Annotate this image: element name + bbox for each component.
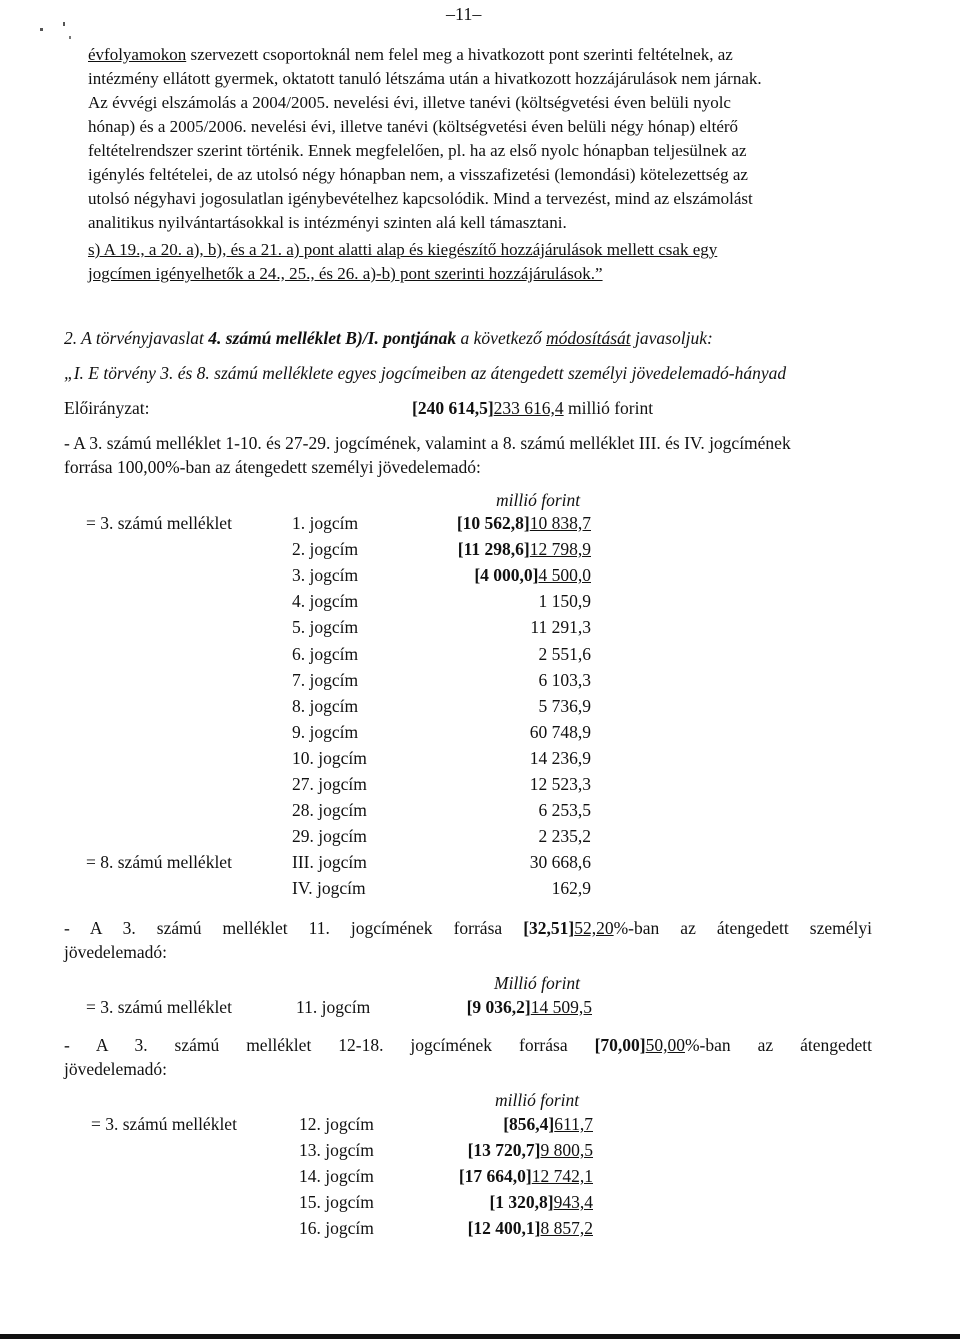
jogcim-label: 29. jogcím	[292, 826, 367, 847]
source-text-2	[64, 916, 872, 941]
section-heading: „I. E törvény 3. és 8. számú melléklete egyes jogcímeiben az átengedett személyi jövedelemadó-hányad	[64, 363, 787, 383]
new-value: 12 742,1	[531, 1166, 593, 1187]
intro-line: intézmény ellátott gyermek, oktatott tanuló létszáma után a hivatkozott hozzájárulások nem járnak.	[88, 69, 762, 88]
row-label: = 8. számú melléklet	[86, 852, 232, 873]
new-value: 12 798,9	[529, 539, 591, 560]
eloiranyzat-label: Előirányzat:	[64, 398, 150, 418]
source-prefix: - A 3. számú melléklet 12-18. jogcímének forrása	[64, 1035, 595, 1055]
row-value: 12 523,3	[529, 774, 591, 794]
old-value: [11 298,6]	[457, 539, 530, 560]
source-text-3	[64, 1033, 872, 1058]
jogcim-label: 4. jogcím	[292, 591, 359, 612]
jogcim-label: 12. jogcím	[299, 1114, 374, 1134]
row-value: 30 668,6	[529, 852, 591, 873]
row-value: 60 748,9	[529, 721, 591, 742]
new-value: 943,4	[553, 1192, 593, 1213]
jogcim-label: 13. jogcím	[299, 1140, 374, 1161]
row-value: 2 551,6	[538, 643, 591, 664]
amendment-underlined: módosítását	[546, 328, 631, 348]
amendment-header	[64, 326, 713, 351]
row-value	[393, 1164, 593, 1189]
old-value: [1 320,8]	[489, 1192, 554, 1213]
row-value	[391, 537, 591, 562]
unit-text: millió forint	[563, 398, 654, 418]
jogcim-label: 14. jogcím	[299, 1166, 374, 1187]
new-value: 50,00	[645, 1035, 685, 1055]
new-value: 9 800,5	[540, 1140, 593, 1161]
new-value: 10 838,7	[529, 513, 591, 533]
row-value	[393, 1216, 593, 1241]
source-suffix: %-ban az átengedett	[684, 1035, 872, 1055]
row-label: = 3. számú melléklet	[86, 997, 232, 1017]
intro-line: feltételrendszer szerint történik. Ennek megfelelően, pl. ha az első nyolc hónapban teljesülnek az	[88, 141, 747, 160]
amendment-middle: a következő	[456, 328, 547, 348]
underlined-line: s) A 19., a 20. a), b), és a 21. a) pont alatti alap és kiegészítő hozzájárulások mellett csak egy	[88, 240, 718, 259]
row-value: 5 736,9	[538, 695, 591, 716]
jogcim-label: 15. jogcím	[299, 1192, 374, 1213]
row-value: 6 253,5	[538, 800, 591, 821]
row-value	[393, 1190, 593, 1215]
new-value: 233 616,4	[493, 398, 564, 418]
row-value: 162,9	[551, 878, 591, 899]
intro-paragraph	[88, 43, 883, 235]
unit-label: millió forint	[495, 1090, 580, 1110]
jogcim-label: 28. jogcím	[292, 800, 367, 821]
jogcim-label: 27. jogcím	[292, 774, 367, 794]
old-value: [856,4]	[503, 1114, 555, 1134]
jogcim-label: IV. jogcím	[292, 878, 366, 899]
jogcim-label: 2. jogcím	[292, 539, 359, 560]
row-value	[391, 563, 591, 588]
new-value: 4 500,0	[538, 565, 591, 586]
jogcim-label: 9. jogcím	[292, 721, 359, 742]
jogcim-label: 5. jogcím	[292, 617, 359, 638]
jogcim-label: 16. jogcím	[299, 1218, 374, 1239]
row-value	[392, 995, 592, 1020]
jogcim-label: III. jogcím	[292, 852, 367, 873]
intro-line: Az évvégi elszámolás a 2004/2005. nevelési évi, illetve tanévi (költségvetési éven belüli nyolc	[88, 93, 731, 112]
scan-speck	[69, 36, 71, 39]
eloiranyzat-value	[412, 396, 653, 421]
old-value: [240 614,5]	[412, 398, 494, 418]
unit-label: Millió forint	[494, 973, 581, 993]
old-value: [12 400,1]	[467, 1218, 541, 1239]
scan-speck	[63, 22, 65, 26]
row-value: 1 150,9	[538, 591, 591, 612]
old-value: [10 562,8]	[456, 513, 530, 533]
intro-line: analitikus nyilvántartásokkal is intézményi szinten alá kell támasztani.	[88, 213, 567, 232]
unit-label: millió forint	[496, 490, 581, 510]
page-number: –11–	[446, 4, 482, 24]
amendment-prefix: 2. A törvényjavaslat	[64, 328, 209, 348]
intro-line	[88, 43, 883, 67]
bottom-rule	[0, 1334, 960, 1339]
new-value: 14 509,5	[530, 997, 592, 1017]
row-label: = 3. számú melléklet	[91, 1114, 237, 1134]
amendment-suffix: javasoljuk:	[630, 328, 713, 348]
row-value	[391, 511, 591, 536]
jogcim-label: 6. jogcím	[292, 643, 359, 664]
underlined-line: jogcímen igényelhetők a 24., 25., és 26. a)-b) pont szerinti hozzájárulások.”	[88, 264, 603, 283]
old-value: [17 664,0]	[458, 1166, 532, 1187]
source-text-3-line2: jövedelemadó:	[64, 1059, 168, 1079]
source-text: - A 3. számú melléklet 1-10. és 27-29. jogcímének, valamint a 8. számú melléklet III. és IV. jogcímének	[64, 433, 791, 453]
source-text: forrása 100,00%-ban az átengedett személyi jövedelemadó:	[64, 457, 481, 477]
old-value: [70,00]	[594, 1035, 646, 1055]
row-value: 14 236,9	[529, 747, 591, 768]
scan-speck	[40, 28, 43, 31]
jogcim-label: 1. jogcím	[292, 513, 359, 533]
old-value: [9 036,2]	[466, 997, 531, 1017]
old-value: [13 720,7]	[467, 1140, 541, 1161]
old-value: [32,51]	[523, 918, 575, 938]
source-text-2-line2: jövedelemadó:	[64, 942, 168, 962]
row-value: 11 291,3	[530, 617, 591, 638]
row-value: 6 103,3	[538, 669, 591, 690]
source-suffix: %-ban az átengedett személyi	[613, 918, 873, 938]
jogcim-label: 11. jogcím	[296, 997, 371, 1017]
jogcim-label: 8. jogcím	[292, 695, 359, 716]
new-value: 52,20	[574, 918, 614, 938]
underlined-word: évfolyamokon	[88, 45, 187, 64]
amendment-bold: 4. számú melléklet B)/I. pontjának	[208, 328, 457, 348]
row-value	[393, 1112, 593, 1137]
source-prefix: - A 3. számú melléklet 11. jogcímének forrása	[64, 918, 524, 938]
jogcim-label: 3. jogcím	[292, 565, 359, 586]
row-value	[393, 1138, 593, 1163]
row-value: 2 235,2	[538, 826, 591, 847]
old-value: [4 000,0]	[474, 565, 539, 586]
intro-line: hónap) és a 2005/2006. nevelési évi, illetve tanévi (költségvetési éven belüli négy hónap) eltérő	[88, 117, 739, 136]
intro-line: igénylés feltételei, de az utolsó négy hónapban nem, a visszafizetési (lemondási) kötelezettség az	[88, 165, 748, 184]
intro-line-rest: szervezett csoportoknál nem felel meg a hivatkozott pont szerinti feltételnek, az	[186, 45, 733, 64]
jogcim-label: 10. jogcím	[292, 747, 367, 768]
intro-line: utolsó négyhavi jogosulatlan igénybevételhez kapcsolódik. Mind a tervezést, mind az elszámolást	[88, 189, 753, 208]
jogcim-label: 7. jogcím	[292, 669, 359, 690]
new-value: 611,7	[554, 1114, 593, 1134]
row-label: = 3. számú melléklet	[86, 513, 232, 533]
new-value: 8 857,2	[540, 1218, 593, 1239]
